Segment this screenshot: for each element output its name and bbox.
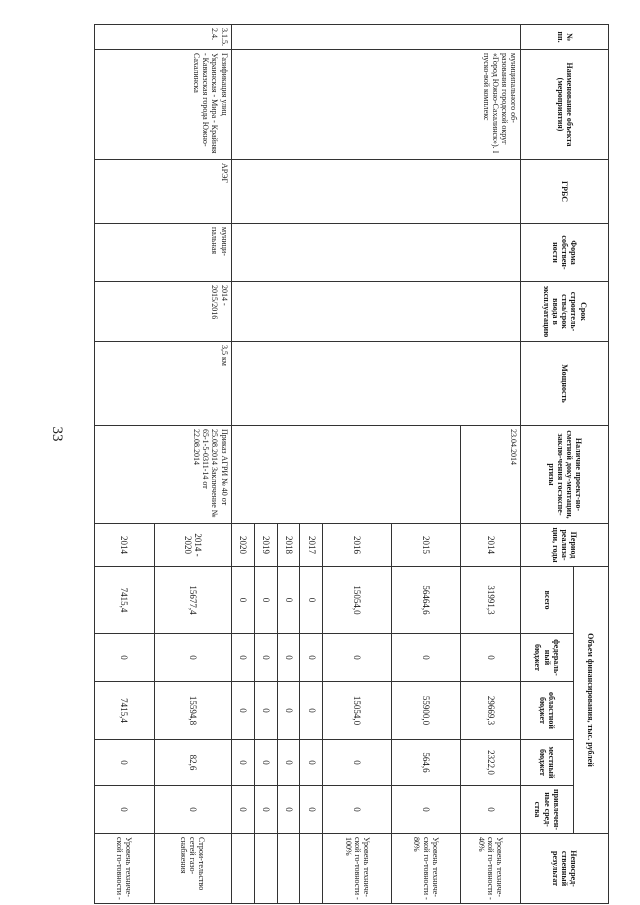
result-cell: Уровень техниче-ской го-товности - 80% (392, 834, 461, 904)
federal-cell: 0 (254, 634, 277, 682)
result-cell: Строи-тельство сетей газо-снабжения (154, 834, 231, 904)
document-page (94, 24, 609, 900)
extra-cell: 0 (231, 786, 254, 834)
result-cell (277, 834, 300, 904)
total-cell: 0 (231, 567, 254, 634)
year-cell: 2015 (392, 524, 461, 567)
year-cell: 2019 (254, 524, 277, 567)
extra-cell: 0 (254, 786, 277, 834)
local-cell: 2322,0 (460, 740, 520, 786)
extra-cell: 0 (277, 786, 300, 834)
year-cell: 2016 (323, 524, 392, 567)
header-deadline: Срок строитель-ства/срок ввода в эксплуатацию (521, 282, 609, 342)
total-cell: 15677,4 (154, 567, 231, 634)
regional-cell: 7415,4 (95, 682, 155, 740)
page-number: 33 (49, 426, 65, 442)
extra-cell: 0 (300, 786, 323, 834)
local-cell: 0 (95, 740, 155, 786)
extra-cell: 0 (323, 786, 392, 834)
header-period: Период реализа-ции, годы (521, 524, 609, 567)
extra-cell: 0 (95, 786, 155, 834)
block2-num: 3.1.5.2.4. (95, 25, 232, 50)
table-row (154, 25, 231, 904)
block1-name: муниципального об-разования городской округ «Город Южно-Сахалинск»). I пуско-вой комплекс (231, 50, 521, 160)
total-cell: 31991,3 (460, 567, 520, 634)
total-cell: 0 (277, 567, 300, 634)
total-cell: 0 (254, 567, 277, 634)
table-row (460, 25, 520, 904)
result-cell (300, 834, 323, 904)
local-cell: 0 (254, 740, 277, 786)
total-cell: 15054,0 (323, 567, 392, 634)
total-cell: 7415,4 (95, 567, 155, 634)
header-federal: федераль-ный бюджет (521, 634, 573, 682)
header-result: Непосред-ственный результат (521, 834, 609, 904)
federal-cell: 0 (277, 634, 300, 682)
header-capacity: Мощность (521, 342, 609, 426)
regional-cell: 29669,3 (460, 682, 520, 740)
header-row-1 (573, 25, 608, 904)
regional-cell: 55900,0 (392, 682, 461, 740)
block2-design-docs: Приказ АГРИ № 40 от 25.08.2014 Заключение № 65-1-5-0311-14 от 22.08.2014 (95, 426, 232, 524)
local-cell: 0 (231, 740, 254, 786)
block2-deadline: 2014 - 2015/2016 (95, 282, 232, 342)
federal-cell: 0 (95, 634, 155, 682)
local-cell: 82,6 (154, 740, 231, 786)
federal-cell: 0 (231, 634, 254, 682)
header-grbs: ГРБС (521, 160, 609, 224)
result-cell: Уровень техниче-ской го-товности - (95, 834, 155, 904)
year-cell: 2018 (277, 524, 300, 567)
block1-grbs (231, 160, 521, 224)
header-local: местный бюджет (521, 740, 573, 786)
regional-cell: 0 (231, 682, 254, 740)
year-cell: 2014 - 2020 (154, 524, 231, 567)
block2-grbs: АРЭГ (95, 160, 232, 224)
regional-cell: 0 (300, 682, 323, 740)
block2-capacity: 3,5 км (95, 342, 232, 426)
header-num: № пп. (521, 25, 609, 50)
header-extra: привлечен-ные сред-ства (521, 786, 573, 834)
rotated-table-wrapper (94, 24, 609, 900)
header-total: всего (521, 567, 573, 634)
regional-cell: 15594,8 (154, 682, 231, 740)
header-name: Наименование объекта (мероприятия) (521, 50, 609, 160)
federal-cell: 0 (460, 634, 520, 682)
block2-ownership: муници-пальная (95, 224, 232, 282)
result-cell: Уровень техниче-ской го-товности - 40% (460, 834, 520, 904)
header-regional: областной бюджет (521, 682, 573, 740)
year-cell: 2014 (95, 524, 155, 567)
block1-capacity (231, 342, 521, 426)
block1-ownership (231, 224, 521, 282)
local-cell: 0 (300, 740, 323, 786)
funding-table (94, 24, 609, 904)
extra-cell: 0 (392, 786, 461, 834)
block1-num-cell (231, 25, 521, 50)
result-cell (231, 834, 254, 904)
federal-cell: 0 (154, 634, 231, 682)
header-ownership: Форма собствен-ности (521, 224, 609, 282)
header-design-docs: Наличие проект-но-сметной доку-ментации, заклю-чения госэкспе-ртизы (521, 426, 609, 524)
local-cell: 0 (277, 740, 300, 786)
federal-cell: 0 (300, 634, 323, 682)
total-cell: 56464,6 (392, 567, 461, 634)
extra-cell: 0 (460, 786, 520, 834)
extra-cell: 0 (154, 786, 231, 834)
regional-cell: 15054,0 (323, 682, 392, 740)
result-cell: Уровень техниче-ской го-товности - 100% (323, 834, 392, 904)
header-funding: Объем финансирования, тыс. рублей (573, 567, 608, 834)
year-cell: 2014 (460, 524, 520, 567)
block1-design-docs: 23.04.2014 (460, 426, 520, 524)
federal-cell: 0 (392, 634, 461, 682)
local-cell: 0 (323, 740, 392, 786)
local-cell: 564,6 (392, 740, 461, 786)
year-cell: 2017 (300, 524, 323, 567)
regional-cell: 0 (277, 682, 300, 740)
block1-deadline (231, 282, 521, 342)
block2-name: Газификация улиц Украинская - Мира - Крайняя - Кавказская города Южно-Сахалинска (95, 50, 232, 160)
federal-cell: 0 (323, 634, 392, 682)
block1-design-empty (231, 426, 460, 524)
regional-cell: 0 (254, 682, 277, 740)
total-cell: 0 (300, 567, 323, 634)
year-cell: 2020 (231, 524, 254, 567)
result-cell (254, 834, 277, 904)
